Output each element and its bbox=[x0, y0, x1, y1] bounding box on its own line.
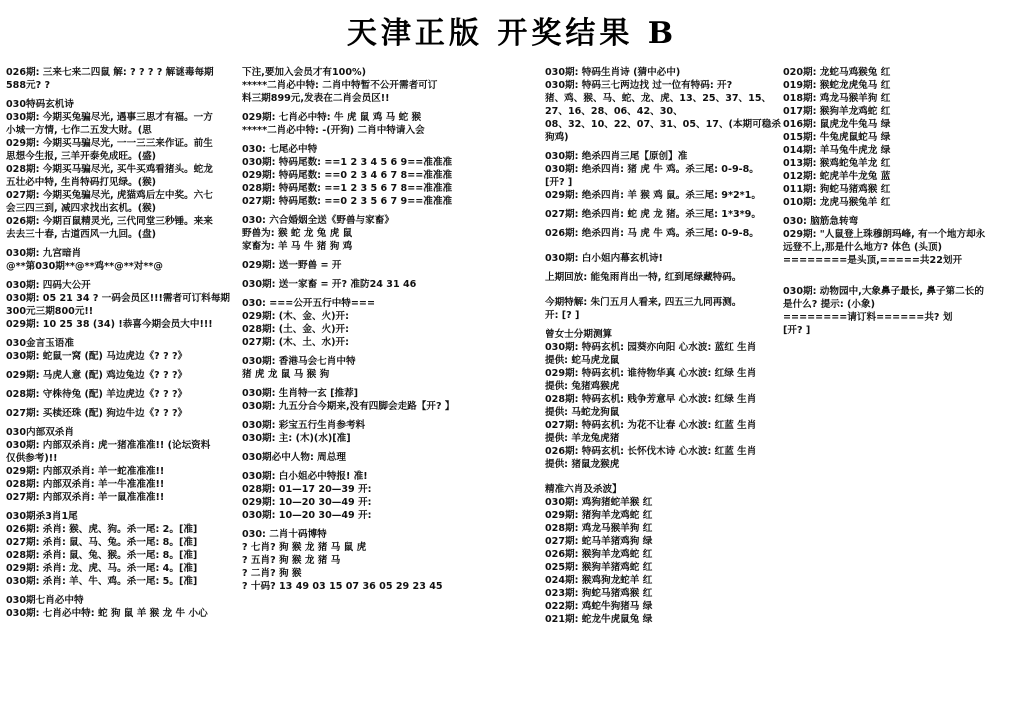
col2-line: 028期: 01—17 20—39 开: bbox=[242, 484, 372, 495]
col1-line: 029期: 10 25 38 (34) !恭喜今期会员大中!!! bbox=[6, 319, 213, 330]
col2-line: 028期: (土、金、火)开: bbox=[242, 324, 349, 335]
col4-line: 015期: 牛兔虎鼠蛇马 绿 bbox=[783, 132, 891, 143]
col1-line: 588元? ? bbox=[6, 80, 51, 91]
col2-line: 料三期899元,发表在二肖会员区!! bbox=[242, 93, 390, 104]
col2-line: 家畜为: 羊 马 牛 猪 狗 鸡 bbox=[242, 241, 353, 252]
col1-line: 029期: 今期买马骗尽光, 一一三三来作证。前生 bbox=[6, 138, 213, 149]
col3-line: 030期: 绝杀四肖三尾【原创】准 bbox=[545, 151, 688, 162]
col1-line: 030金言玉语准 bbox=[6, 338, 74, 349]
col2-line: 027期: 特码尾数: ==0 2 3 5 6 7 9==准准准 bbox=[242, 196, 453, 207]
col1-line: 去去三十春, 古道西风一九回。(盘) bbox=[6, 229, 157, 240]
column-3 bbox=[545, 66, 781, 722]
col1-line: 思想今生报, 三羊开泰免成旺。(盛) bbox=[6, 151, 157, 162]
col2-line: 030期: 主: (木)(水)[准] bbox=[242, 433, 351, 444]
col2-line: ? 五肖? 狗 猴 龙 猪 马 bbox=[242, 555, 341, 566]
col3-line: 提供: 兔猪鸡猴虎 bbox=[545, 381, 620, 392]
col4-line: 是什么? 提示: (小象) bbox=[783, 299, 876, 310]
col2-line: 030期: 香港马会七肖中特 bbox=[242, 356, 356, 367]
col3-line: 027期: 特码玄机: 为花不让春 心水波: 红蓝 生肖 bbox=[545, 420, 757, 431]
col1-line: 027期: 今期买兔骗尽光, 虎猫鸡后左中奖。六七 bbox=[6, 190, 213, 201]
col1-line: 026期: 杀肖: 猴、虎、狗。杀一尾: 2。[准] bbox=[6, 524, 198, 535]
col4-line: 018期: 鸡龙马猴羊狗 红 bbox=[783, 93, 891, 104]
col3-line: 狗鸡) bbox=[545, 132, 569, 143]
col4-line: 016期: 鼠虎龙牛兔马 绿 bbox=[783, 119, 891, 130]
col1-line: 030期: 今期买兔骗尽光, 遇事三思才有福。一方 bbox=[6, 112, 213, 123]
col1-line: 030期: 七肖必中特: 蛇 狗 鼠 羊 猴 龙 牛 小心 bbox=[6, 608, 208, 619]
col4-line: 010期: 龙虎马猴兔羊 红 bbox=[783, 197, 891, 208]
col3-line: 提供: 猪鼠龙猴虎 bbox=[545, 459, 620, 470]
col3-line: 026期: 猴狗羊龙鸡蛇 红 bbox=[545, 549, 653, 560]
col3-line: 027期: 蛇马羊猪鸡狗 绿 bbox=[545, 536, 653, 547]
col3-line: 提供: 马蛇龙狗鼠 bbox=[545, 407, 620, 418]
col1-line: 030期: 05 21 34 ? 一码会员区!!!需者可订料每期 bbox=[6, 293, 231, 304]
col2-line: 030: ===公开五行中特=== bbox=[242, 298, 375, 309]
col1-line: 030期: 九宫暗肖 bbox=[6, 248, 82, 259]
col4-line: 029期: "人鼠登上珠穆朗玛峰, 有一个地方却永 bbox=[783, 229, 986, 240]
col3-line: 今期特解: 朱门五月人看来, 四五三九同再测。 bbox=[545, 297, 742, 308]
col4-line: 014期: 羊马兔牛虎龙 绿 bbox=[783, 145, 891, 156]
col3-line: 027期: 绝杀四肖: 蛇 虎 龙 猪。杀三尾: 1*3*9。 bbox=[545, 209, 761, 220]
col1-line: 027期: 杀肖: 鼠、马、兔。杀一尾: 8。[准] bbox=[6, 537, 198, 548]
col4-line: [开? ] bbox=[783, 325, 811, 336]
col2-line: 027期: (木、土、水)开: bbox=[242, 337, 349, 348]
col3-line: 猪、鸡、猴、马、蛇、龙、虎、13、25、37、15、 bbox=[545, 93, 772, 104]
col3-line: 上期回放: 能兔雨肖出一特, 红到尾绿藏特码。 bbox=[545, 272, 742, 283]
col1-line: 028期: 守株待兔 (配) 羊边虎边《? ? ?》 bbox=[6, 389, 188, 400]
col2-line: 猪 虎 龙 鼠 马 猴 狗 bbox=[242, 369, 330, 380]
col3-line: 022期: 鸡蛇牛狗猪马 绿 bbox=[545, 601, 653, 612]
col2-line: 030: 六合婚姻全送《野兽与家畜》 bbox=[242, 215, 394, 226]
col2-line: ? 十码? 13 49 03 15 07 36 05 29 23 45 bbox=[242, 581, 443, 592]
col4-line: 013期: 猴鸡蛇兔羊龙 红 bbox=[783, 158, 891, 169]
col2-line: 029期: 送一野兽 = 开 bbox=[242, 260, 342, 271]
col2-line: 030期: 白小姐必中特报! 准! bbox=[242, 471, 368, 482]
col4-line: 019期: 猴蛇龙虎兔马 红 bbox=[783, 80, 891, 91]
col1-line: 030期: 四码大公开 bbox=[6, 280, 91, 291]
col4-line: 远登不上,那是什么地方? 体色 (头顶) bbox=[783, 242, 942, 253]
col4-line: 030期: 动物园中,大象鼻子最长, 鼻子第二长的 bbox=[783, 286, 984, 297]
col3-line: 030期: 鸡狗猪蛇羊猴 红 bbox=[545, 497, 653, 508]
col3-line: 024期: 猴鸡狗龙蛇羊 红 bbox=[545, 575, 653, 586]
column-2 bbox=[242, 66, 534, 722]
col3-line: 27、16、28、06、42、30、 bbox=[545, 106, 683, 117]
col3-line: 028期: 鸡龙马猴羊狗 红 bbox=[545, 523, 653, 534]
col3-line: [开? ] bbox=[545, 177, 573, 188]
col1-line: 300元三期800元!! bbox=[6, 306, 94, 317]
col4-line: 030: 脑筋急转弯 bbox=[783, 216, 859, 227]
col1-line: 029期: 杀肖: 龙、虎、马。杀一尾: 4。[准] bbox=[6, 563, 198, 574]
col2-line: 030期: 彩宝五行生肖参考料 bbox=[242, 420, 366, 431]
col3-line: 曾女士分期测算 bbox=[545, 329, 613, 340]
col1-line: 028期: 杀肖: 鼠、兔、猴。杀一尾: 8。[准] bbox=[6, 550, 198, 561]
col2-line: 029期: 10—20 30—49 开: bbox=[242, 497, 372, 508]
col2-line: 028期: 特码尾数: ==1 2 3 5 6 7 8==准准准 bbox=[242, 183, 453, 194]
col1-line: 028期: 内部双杀肖: 羊一牛准准准!! bbox=[6, 479, 165, 490]
col1-line: 030期: 内部双杀肖: 虎一猪准准准!! (论坛资料 bbox=[6, 440, 211, 451]
col1-line: 027期: 内部双杀肖: 羊一鼠准准准!! bbox=[6, 492, 165, 503]
col2-line: 029期: (木、金、火)开: bbox=[242, 311, 349, 322]
col2-line: 029期: 七肖必中特: 牛 虎 鼠 鸡 马 蛇 猴 bbox=[242, 112, 422, 123]
col3-line: 030期: 绝杀四肖: 猪 虎 牛 鸡。杀三尾: 0-9-8。 bbox=[545, 164, 759, 175]
col2-line: 030期: 生肖特一玄 [推荐] bbox=[242, 388, 359, 399]
col3-line: 029期: 特码玄机: 谁待物华真 心水波: 红绿 生肖 bbox=[545, 368, 757, 379]
col2-line: 030期: 10—20 30—49 开: bbox=[242, 510, 372, 521]
col2-line: 030期: 送一家畜 = 开? 准防24 31 46 bbox=[242, 279, 417, 290]
col3-line: 030期: 特码三七两边找 过一位有特码: 开? bbox=[545, 80, 733, 91]
col3-line: 025期: 猴狗羊猪鸡蛇 红 bbox=[545, 562, 653, 573]
col3-line: 030期: 特码生肖诗 (猜中必中) bbox=[545, 67, 681, 78]
col4-line: 017期: 猴狗羊龙鸡蛇 红 bbox=[783, 106, 891, 117]
col1-line: 030期: 杀肖: 羊、牛、鸡。杀一尾: 5。[准] bbox=[6, 576, 198, 587]
col2-line: 下注,要加入会员才有100%) bbox=[242, 67, 367, 78]
col4-line: 011期: 狗蛇马猪鸡猴 红 bbox=[783, 184, 891, 195]
col4-line: ========请订料======共? 划 bbox=[783, 312, 953, 323]
col3-line: 023期: 狗蛇马猪鸡猴 红 bbox=[545, 588, 653, 599]
col3-line: 精准六肖及杀波】 bbox=[545, 484, 622, 495]
col1-line: 小城一方情, 七作二五发大财。(思 bbox=[6, 125, 152, 136]
col3-line: 提供: 蛇马虎龙鼠 bbox=[545, 355, 620, 366]
col2-line: *****二肖必中特: -(开狗) 二肖中特请入会 bbox=[242, 125, 425, 136]
col1-line: 030期杀3肖1尾 bbox=[6, 511, 78, 522]
col1-line: 026期: 今期百鼠精灵光, 三代同堂三秒锤。来来 bbox=[6, 216, 213, 227]
col2-line: 030期必中人物: 周总理 bbox=[242, 452, 346, 463]
col3-line: 029期: 猪狗羊龙鸡蛇 红 bbox=[545, 510, 653, 521]
col2-line: 030期: 特码尾数: ==1 2 3 4 5 6 9==准准准 bbox=[242, 157, 453, 168]
col3-line: 028期: 特码玄机: 贱争芳意早 心水波: 红绿 生肖 bbox=[545, 394, 757, 405]
col2-line: 野兽为: 猴 蛇 龙 兔 虎 鼠 bbox=[242, 228, 353, 239]
col3-line: 026期: 特码玄机: 长怀伐木诗 心水波: 红蓝 生肖 bbox=[545, 446, 757, 457]
col1-line: 030特码玄机诗 bbox=[6, 99, 74, 110]
col4-line: ========是头顶,=====共22划开 bbox=[783, 255, 963, 266]
col3-line: 030期: 白小姐内幕玄机诗! bbox=[545, 253, 663, 264]
col4-line: 020期: 龙蛇马鸡猴兔 红 bbox=[783, 67, 891, 78]
col3-line: 030期: 特码玄机: 园葵亦向阳 心水波: 蓝红 生肖 bbox=[545, 342, 757, 353]
page-title: 天津正版 开奖结果 B bbox=[346, 16, 678, 51]
col1-line: 030内部双杀肖 bbox=[6, 427, 74, 438]
col2-line: 030: 七尾必中特 bbox=[242, 144, 318, 155]
col2-line: ? 二肖? 狗 猴 bbox=[242, 568, 302, 579]
col2-line: ? 七肖? 狗 猴 龙 猪 马 鼠 虎 bbox=[242, 542, 367, 553]
col3-line: 029期: 绝杀四肖: 羊 猴 鸡 鼠。杀三尾: 9*2*1。 bbox=[545, 190, 761, 201]
col3-line: 026期: 绝杀四肖: 马 虎 牛 鸡。杀三尾: 0-9-8。 bbox=[545, 228, 759, 239]
col1-line: 027期: 买椟还珠 (配) 狗边牛边《? ? ?》 bbox=[6, 408, 188, 419]
col1-line: 026期: 三来七来二四鼠 解: ? ? ? ? 解谜毒每期 bbox=[6, 67, 214, 78]
col3-line: 021期: 蛇龙牛虎鼠兔 绿 bbox=[545, 614, 653, 625]
col3-line: 08、32、10、22、07、31、05、17、(本期可稳杀 bbox=[545, 119, 781, 130]
col1-line: 五壮必中特, 生肖特码打见绿。(猴) bbox=[6, 177, 157, 188]
col2-line: *****二肖必中特: 二肖中特暂不公开需者可订 bbox=[242, 80, 438, 91]
col2-line: 029期: 特码尾数: ==0 2 3 4 6 7 8==准准准 bbox=[242, 170, 453, 181]
col1-line: 030期: 蛇鼠一窝 (配) 马边虎边《? ? ?》 bbox=[6, 351, 188, 362]
col2-line: 030: 二肖十码博特 bbox=[242, 529, 327, 540]
column-1 bbox=[6, 66, 232, 722]
column-4 bbox=[783, 66, 1021, 722]
col1-line: @**第030期**@**鸡**@**对**@ bbox=[6, 261, 163, 272]
col3-line: 开: [? ] bbox=[545, 310, 580, 321]
col1-line: 会三四三到, 减四求找出玄机。(猴) bbox=[6, 203, 157, 214]
col2-line: 030期: 九五分合今期来,没有四脚会走路【开? 】 bbox=[242, 401, 455, 412]
col1-line: 仅供参考)!! bbox=[6, 453, 58, 464]
col4-line: 012期: 蛇虎羊牛龙兔 蓝 bbox=[783, 171, 891, 182]
col3-line: 提供: 羊龙兔虎猪 bbox=[545, 433, 620, 444]
col1-line: 030期七肖必中特 bbox=[6, 595, 84, 606]
col1-line: 028期: 今期买马骗尽光, 买牛买鸡看猪头。蛇龙 bbox=[6, 164, 213, 175]
col1-line: 029期: 马虎人意 (配) 鸡边兔边《? ? ?》 bbox=[6, 370, 188, 381]
col1-line: 029期: 内部双杀肖: 羊一蛇准准准!! bbox=[6, 466, 165, 477]
